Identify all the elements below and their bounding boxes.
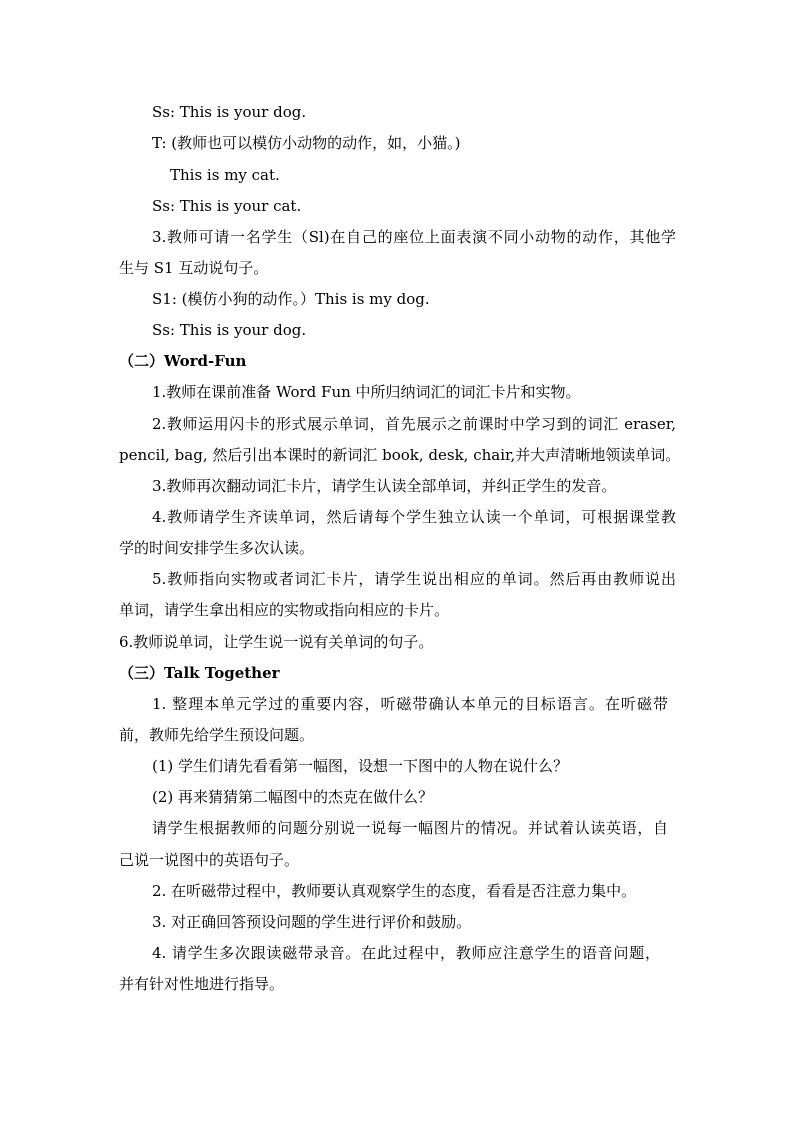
text-line: This is my cat. bbox=[170, 166, 280, 184]
text-line: 己说一说图中的英语句子。 bbox=[119, 851, 300, 869]
text-line: (1) 学生们请先看看第一幅图，设想一下图中的人物在说什么？ bbox=[152, 757, 569, 775]
text-line: Ss: This is your dog. bbox=[152, 321, 307, 339]
text-line: (2) 再来猜猜第二幅图中的杰克在做什么？ bbox=[152, 788, 434, 806]
text-line: 3.教师再次翻动词汇卡片，请学生认读全部单词，并纠正学生的发音。 bbox=[152, 477, 617, 495]
text-line: 1. 整理本单元学过的重要内容，听磁带确认本单元的目标语言。在听磁带 bbox=[152, 695, 668, 713]
text-line: 4.教师请学生齐读单词，然后请每个学生独立认读一个单词，可根据课堂教 bbox=[152, 508, 676, 526]
text-line: Ss: This is your cat. bbox=[152, 197, 302, 215]
text-line: 3. 对正确回答预设问题的学生进行评价和鼓励。 bbox=[152, 913, 472, 931]
text-line: 2. 在听磁带过程中，教师要认真观察学生的态度，看看是否注意力集中。 bbox=[152, 882, 637, 900]
text-line: Ss: This is your dog. bbox=[152, 103, 307, 121]
text-line: 5.教师指向实物或者词汇卡片，请学生说出相应的单词。然后再由教师说出 bbox=[152, 570, 676, 588]
section-heading: （三）Talk Together bbox=[119, 664, 280, 682]
text-line: 并有针对性地进行指导。 bbox=[119, 975, 285, 993]
text-line: 单词，请学生拿出相应的实物或指向相应的卡片。 bbox=[119, 601, 450, 619]
text-line: 3.教师可请一名学生（Sl)在自己的座位上面表演不同小动物的动作，其他学 bbox=[152, 228, 676, 246]
section-heading: （二）Word-Fun bbox=[119, 352, 247, 370]
text-line: 6.教师说单词，让学生说一说有关单词的句子。 bbox=[119, 633, 434, 651]
text-line: 4. 请学生多次跟读磁带录音。在此过程中，教师应注意学生的语音问题， bbox=[152, 944, 660, 962]
text-line: pencil, bag, 然后引出本课时的新词汇 book, desk, chair,并大声清晰地领读单词。 bbox=[119, 446, 681, 464]
text-line: 生与 S1 互动说句子。 bbox=[119, 259, 269, 277]
text-line: 学的时间安排学生多次认读。 bbox=[119, 539, 315, 557]
text-line: 1.教师在课前准备 Word Fun 中所归纳词汇的词汇卡片和实物。 bbox=[152, 383, 581, 401]
text-line: T: (教师也可以模仿小动物的动作，如，小猫。) bbox=[152, 134, 461, 152]
text-line: 前，教师先给学生预设问题。 bbox=[119, 726, 315, 744]
text-line: 请学生根据教师的问题分别说一说每一幅图片的情况。并试着认读英语，自 bbox=[152, 819, 668, 837]
text-line: 2.教师运用闪卡的形式展示单词，首先展示之前课时中学习到的词汇 eraser, bbox=[152, 415, 676, 433]
text-line: S1: (模仿小狗的动作。）This is my dog. bbox=[152, 290, 430, 308]
